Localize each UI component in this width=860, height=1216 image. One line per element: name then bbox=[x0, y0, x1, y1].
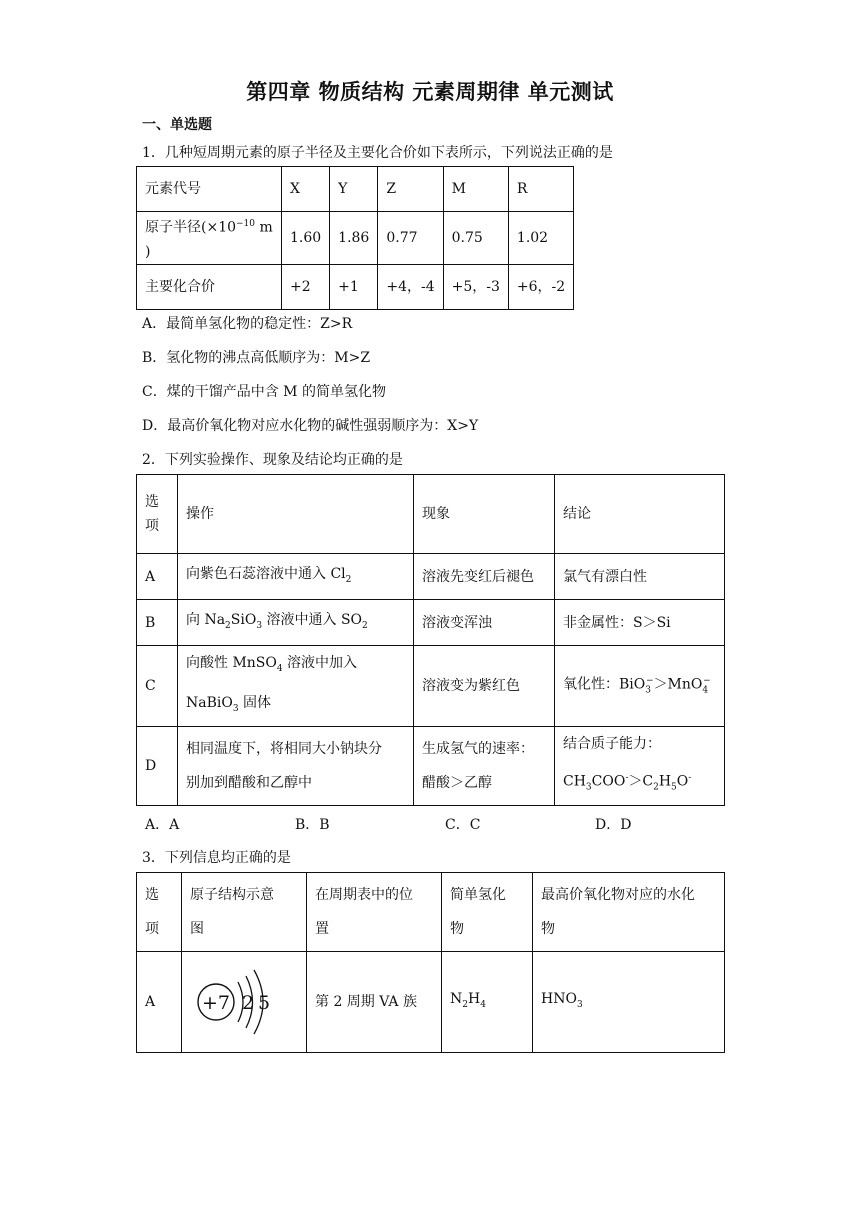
table-cell: +5，-3 bbox=[443, 264, 508, 309]
superscript: - bbox=[688, 772, 692, 783]
cell-text: 物 bbox=[541, 921, 555, 937]
cell-text: H bbox=[467, 991, 481, 1008]
subscript: 3 bbox=[232, 703, 239, 714]
question-2-table bbox=[136, 474, 725, 806]
question-1-option-a: A．最简单氢化物的稳定性：Z>R bbox=[142, 316, 353, 332]
table-cell bbox=[182, 873, 307, 952]
cell-text: 图 bbox=[190, 921, 204, 937]
cell-text: 溶液中加入 bbox=[282, 655, 358, 671]
superscript: −10 bbox=[236, 219, 256, 229]
cell-text: 原子结构示意 bbox=[190, 887, 274, 903]
subscript: 4 bbox=[702, 685, 709, 696]
superscript: − bbox=[645, 676, 654, 687]
cell-text: 向紫色石蕊溶液中通入 Cl bbox=[186, 565, 346, 582]
question-2-answer-d: D．D bbox=[595, 817, 632, 833]
table-cell bbox=[178, 726, 414, 805]
table-cell: A bbox=[137, 952, 182, 1053]
table-cell: 溶液先变红后褪色 bbox=[414, 554, 555, 600]
table-cell: 元素代号 bbox=[137, 167, 282, 212]
table-cell: 溶液变为紫红色 bbox=[414, 646, 555, 727]
table-cell: C bbox=[137, 646, 178, 727]
table-cell: M bbox=[443, 167, 508, 212]
table-row bbox=[137, 475, 725, 554]
table-cell bbox=[442, 952, 533, 1053]
table-row bbox=[137, 952, 725, 1053]
cell-text: 项 bbox=[145, 921, 159, 937]
table-cell: R bbox=[508, 167, 573, 212]
table-row bbox=[137, 646, 725, 727]
cell-text: CH bbox=[563, 773, 586, 790]
question-2-answer-b: B．B bbox=[295, 817, 330, 833]
table-cell: 结论 bbox=[555, 475, 725, 554]
subscript: 3 bbox=[585, 782, 592, 793]
table-cell bbox=[442, 873, 533, 952]
cell-text: ＞MnO bbox=[653, 676, 703, 693]
subscript: 2 bbox=[362, 620, 368, 631]
table-cell: 主要化合价 bbox=[137, 264, 282, 309]
table-cell: 非金属性：S＞Si bbox=[555, 600, 725, 646]
subscript: 4 bbox=[276, 663, 283, 674]
table-cell: 溶液变浑浊 bbox=[414, 600, 555, 646]
subscript: 3 bbox=[256, 620, 263, 631]
subscript: 2 bbox=[462, 999, 468, 1010]
table-row bbox=[137, 873, 725, 952]
cell-text: 溶液中通入 SO bbox=[262, 611, 363, 628]
table-cell: A bbox=[137, 554, 178, 600]
table-cell bbox=[137, 873, 182, 952]
table-cell: X bbox=[282, 167, 330, 212]
subscript: 3 bbox=[645, 685, 651, 696]
table-cell: Z bbox=[378, 167, 443, 212]
cell-text: 向酸性 MnSO bbox=[186, 655, 277, 671]
table-cell: 操作 bbox=[178, 475, 414, 554]
table-cell: 1.60 bbox=[282, 212, 330, 265]
table-cell bbox=[414, 726, 555, 805]
table-cell bbox=[555, 726, 725, 805]
table-cell: D bbox=[137, 726, 178, 805]
table-cell bbox=[533, 873, 725, 952]
table-cell bbox=[137, 475, 178, 554]
subscript: 2 bbox=[225, 620, 231, 631]
question-2-stem: 2．下列实验操作、现象及结论均正确的是 bbox=[142, 452, 403, 468]
shell-2-electrons: 5 bbox=[257, 992, 271, 1014]
shell-1-electrons: 2 bbox=[241, 992, 255, 1014]
table-cell: +4，-4 bbox=[378, 264, 443, 309]
table-row bbox=[137, 600, 725, 646]
question-3-table bbox=[136, 872, 725, 1053]
cell-text: 氧化性：BiO bbox=[563, 676, 646, 693]
table-cell: 1.86 bbox=[330, 212, 378, 265]
cell-text: ＞C bbox=[628, 773, 654, 790]
subscript: 2 bbox=[653, 782, 659, 793]
question-2-answer-a: A．A bbox=[145, 817, 180, 833]
cell-text: 最高价氧化物对应的水化 bbox=[541, 887, 695, 903]
table-cell bbox=[307, 873, 442, 952]
table-row bbox=[137, 167, 574, 212]
table-cell bbox=[137, 212, 282, 265]
cell-text: O bbox=[676, 773, 689, 790]
table-cell: 1.02 bbox=[508, 212, 573, 265]
question-1-option-b: B．氢化物的沸点高低顺序为：M>Z bbox=[142, 350, 371, 366]
section-heading: 一、单选题 bbox=[142, 117, 212, 133]
table-row bbox=[137, 554, 725, 600]
table-cell: +1 bbox=[330, 264, 378, 309]
question-3-stem: 3．下列信息均正确的是 bbox=[142, 850, 291, 866]
table-cell bbox=[182, 952, 307, 1053]
table-cell: 第 2 周期 VA 族 bbox=[307, 952, 442, 1053]
cell-text: 物 bbox=[450, 921, 464, 937]
cell-text: COO bbox=[591, 773, 626, 790]
table-cell bbox=[178, 600, 414, 646]
cell-text: 向 Na bbox=[186, 611, 226, 628]
subscript: 4 bbox=[480, 999, 486, 1010]
page-title: 第四章 物质结构 元素周期律 单元测试 bbox=[246, 79, 614, 104]
cell-text: SiO bbox=[230, 611, 257, 628]
question-1-option-d: D．最高价氧化物对应水化物的碱性强弱顺序为：X>Y bbox=[142, 418, 479, 434]
cell-text: 选 bbox=[145, 887, 159, 903]
table-cell: 0.75 bbox=[443, 212, 508, 265]
table-cell: 现象 bbox=[414, 475, 555, 554]
superscript: − bbox=[703, 676, 711, 687]
atomic-structure-diagram bbox=[186, 962, 286, 1042]
cell-text: 结合质子能力： bbox=[563, 735, 661, 752]
superscript: - bbox=[625, 772, 629, 783]
cell-text: 选项 bbox=[145, 494, 159, 534]
table-cell bbox=[555, 646, 725, 727]
subscript: 2 bbox=[345, 574, 352, 585]
table-cell: 0.77 bbox=[378, 212, 443, 265]
question-1-table bbox=[136, 166, 574, 310]
question-1-option-c: C．煤的干馏产品中含 M 的简单氢化物 bbox=[142, 384, 386, 400]
subscript: 3 bbox=[576, 999, 583, 1010]
question-2-answer-c: C．C bbox=[445, 817, 481, 833]
cell-text: H bbox=[658, 773, 672, 790]
table-cell: +6，-2 bbox=[508, 264, 573, 309]
cell-text: 简单氢化 bbox=[450, 887, 506, 903]
subscript: 5 bbox=[671, 782, 677, 793]
cell-text: 原子半径(×10 bbox=[145, 219, 237, 236]
cell-text: 生成氢气的速率： bbox=[422, 740, 534, 757]
table-cell: B bbox=[137, 600, 178, 646]
cell-text: N bbox=[450, 991, 463, 1008]
table-cell bbox=[178, 554, 414, 600]
cell-text: HNO bbox=[541, 991, 577, 1008]
cell-text: 醋酸＞乙醇 bbox=[422, 774, 492, 791]
cell-text: 相同温度下，将相同大小钠块分 bbox=[186, 740, 382, 757]
table-cell: +2 bbox=[282, 264, 330, 309]
table-row bbox=[137, 264, 574, 309]
cell-text: 在周期表中的位 bbox=[315, 887, 413, 903]
table-row bbox=[137, 726, 725, 805]
table-cell: Y bbox=[330, 167, 378, 212]
table-cell bbox=[178, 646, 414, 727]
table-cell: 氯气有漂白性 bbox=[555, 554, 725, 600]
cell-text: m ) bbox=[145, 219, 273, 260]
cell-text: 别加到醋酸和乙醇中 bbox=[186, 774, 312, 791]
cell-text: NaBiO bbox=[186, 694, 233, 711]
table-cell bbox=[533, 952, 725, 1053]
table-row bbox=[137, 212, 574, 265]
cell-text: 固体 bbox=[238, 694, 272, 711]
question-1-stem: 1．几种短周期元素的原子半径及主要化合价如下表所示，下列说法正确的是 bbox=[142, 145, 613, 161]
nuclear-charge: +7 bbox=[201, 992, 231, 1014]
cell-text: 置 bbox=[315, 921, 329, 937]
